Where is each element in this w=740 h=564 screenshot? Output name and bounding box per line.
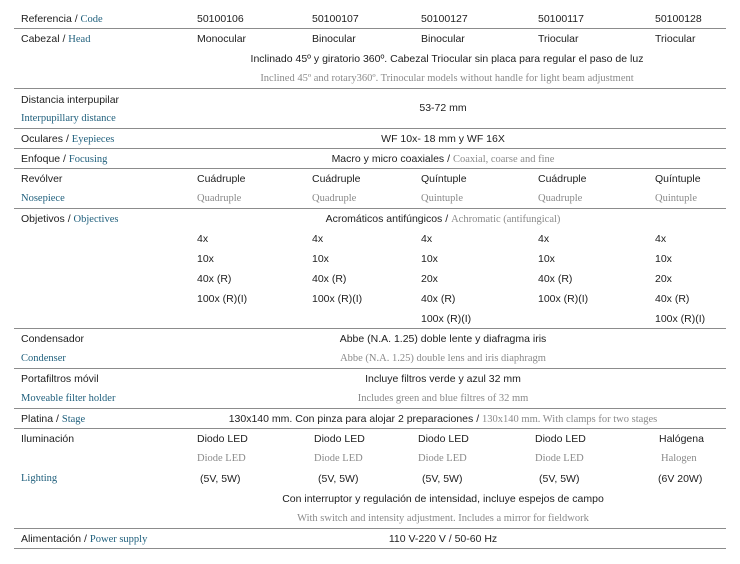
- lighting-type: Diodo LED: [418, 433, 469, 445]
- nosepiece-cell: Cuádruple: [312, 173, 361, 185]
- nosepiece-cell-en: Quadruple: [538, 193, 583, 204]
- lighting-note-es: Con interruptor y regulación de intensidad, incluye espejos de campo: [282, 493, 604, 505]
- label-head: Cabezal / Head: [21, 33, 91, 45]
- objective-item: 10x: [312, 253, 329, 265]
- objective-item: 100x (R)(I): [538, 293, 589, 305]
- stage-value: 130x140 mm. Con pinza para alojar 2 preparaciones / 130x140 mm. With clamps for two stages: [228, 413, 658, 425]
- focusing-value: Macro y micro coaxiales / Coaxial, coarse and fine: [331, 153, 555, 165]
- head-cell: Binocular: [421, 33, 465, 45]
- row-divider: [14, 528, 726, 529]
- row-divider: [14, 88, 726, 89]
- head-cell: Monocular: [197, 33, 247, 45]
- objective-item: 100x (R)(I): [421, 313, 472, 325]
- label-nosepiece-en: Nosepiece: [21, 193, 65, 204]
- label-interpupillary-en: Interpupillary distance: [21, 113, 116, 124]
- row-divider: [14, 328, 726, 329]
- label-reference: Referencia / Code: [21, 13, 103, 25]
- label-nosepiece-es: Revólver: [21, 173, 63, 185]
- nosepiece-cell-en: Quintuple: [655, 193, 697, 204]
- lighting-type-en: Halogen: [661, 453, 697, 464]
- objective-item: 40x (R): [655, 293, 690, 305]
- lighting-type-en: Diode LED: [197, 453, 246, 464]
- lighting-power: (5V, 5W): [318, 473, 359, 485]
- code-cell: 50100128: [655, 13, 702, 25]
- label-lighting-en: Lighting: [21, 473, 58, 484]
- filter-value-en: Includes green and blue filtres of 32 mm: [357, 393, 529, 404]
- lighting-power: (6V 20W): [658, 473, 703, 485]
- lighting-note-en: With switch and intensity adjustment. Includes a mirror for fieldwork: [297, 513, 589, 524]
- head-note-es: Inclinado 45º y giratorio 360º. Cabezal Triocular sin placa para regular el paso de luz: [250, 53, 644, 65]
- objective-item: 10x: [197, 253, 214, 265]
- code-cell: 50100106: [197, 13, 244, 25]
- objective-item: 20x: [421, 273, 438, 285]
- objective-item: 40x (R): [312, 273, 347, 285]
- objective-item: 4x: [312, 233, 324, 245]
- row-divider: [14, 168, 726, 169]
- label-eyepieces: Oculares / Eyepieces: [21, 133, 115, 145]
- objective-item: 10x: [655, 253, 672, 265]
- objective-item: 4x: [655, 233, 667, 245]
- lighting-type-en: Diode LED: [535, 453, 584, 464]
- nosepiece-cell: Cuádruple: [538, 173, 587, 185]
- objective-item: 20x: [655, 273, 672, 285]
- interpupillary-value: 53-72 mm: [419, 102, 467, 114]
- nosepiece-cell-en: Quintuple: [421, 193, 463, 204]
- objective-item: 4x: [538, 233, 550, 245]
- nosepiece-cell-en: Quadruple: [312, 193, 357, 204]
- label-lighting-es: Iluminación: [21, 433, 75, 445]
- row-divider: [14, 208, 726, 209]
- head-cell: Triocular: [538, 33, 579, 45]
- filter-value-es: Incluye filtros verde y azul 32 mm: [365, 373, 521, 385]
- objective-item: 40x (R): [421, 293, 456, 305]
- row-divider: [14, 148, 726, 149]
- label-filter-en: Moveable filter holder: [21, 393, 116, 404]
- objective-item: 10x: [421, 253, 438, 265]
- lighting-power: (5V, 5W): [539, 473, 580, 485]
- row-divider: [14, 548, 726, 549]
- label-interpupillary-es: Distancia interpupilar: [21, 94, 120, 106]
- nosepiece-cell: Quíntuple: [421, 173, 467, 185]
- lighting-power: (5V, 5W): [422, 473, 463, 485]
- code-cell: 50100117: [538, 13, 584, 25]
- nosepiece-cell: Quíntuple: [655, 173, 701, 185]
- condenser-value-en: Abbe (N.A. 1.25) double lens and iris diaphragm: [340, 353, 546, 364]
- label-power: Alimentación / Power supply: [21, 533, 148, 545]
- objectives-value: Acromáticos antifúngicos / Achromatic (antifungical): [325, 213, 561, 225]
- head-note-en: Inclined 45º and rotary360º. Trinocular models without handle for light beam adjustment: [260, 73, 634, 84]
- code-cell: 50100127: [421, 13, 468, 25]
- objective-item: 40x (R): [538, 273, 573, 285]
- row-divider: [14, 368, 726, 369]
- label-stage: Platina / Stage: [21, 413, 86, 425]
- label-focusing: Enfoque / Focusing: [21, 153, 108, 165]
- row-divider: [14, 128, 726, 129]
- lighting-type: Diodo LED: [314, 433, 365, 445]
- label-filter-es: Portafiltros móvil: [21, 373, 99, 385]
- lighting-type-en: Diode LED: [418, 453, 467, 464]
- lighting-power: (5V, 5W): [200, 473, 241, 485]
- lighting-type-en: Diode LED: [314, 453, 363, 464]
- row-divider: [14, 28, 726, 29]
- head-cell: Binocular: [312, 33, 356, 45]
- nosepiece-cell: Cuádruple: [197, 173, 246, 185]
- head-cell: Triocular: [655, 33, 696, 45]
- condenser-value-es: Abbe (N.A. 1.25) doble lente y diafragma iris: [339, 333, 547, 345]
- objective-item: 100x (R)(I): [312, 293, 363, 305]
- label-condenser-es: Condensador: [21, 333, 85, 345]
- objective-item: 100x (R)(I): [655, 313, 706, 325]
- eyepieces-value: WF 10x- 18 mm y WF 16X: [381, 133, 505, 145]
- power-value: 110 V-220 V / 50-60 Hz: [388, 533, 498, 545]
- lighting-type: Diodo LED: [535, 433, 586, 445]
- label-objectives: Objetivos / Objectives: [21, 213, 119, 225]
- objective-item: 4x: [421, 233, 433, 245]
- objective-item: 10x: [538, 253, 555, 265]
- objective-item: 4x: [197, 233, 209, 245]
- row-divider: [14, 408, 726, 409]
- nosepiece-cell-en: Quadruple: [197, 193, 242, 204]
- lighting-type: Halógena: [659, 433, 704, 445]
- label-condenser-en: Condenser: [21, 353, 66, 364]
- objective-item: 40x (R): [197, 273, 232, 285]
- row-divider: [14, 428, 726, 429]
- objective-item: 100x (R)(I): [197, 293, 248, 305]
- code-cell: 50100107: [312, 13, 359, 25]
- lighting-type: Diodo LED: [197, 433, 248, 445]
